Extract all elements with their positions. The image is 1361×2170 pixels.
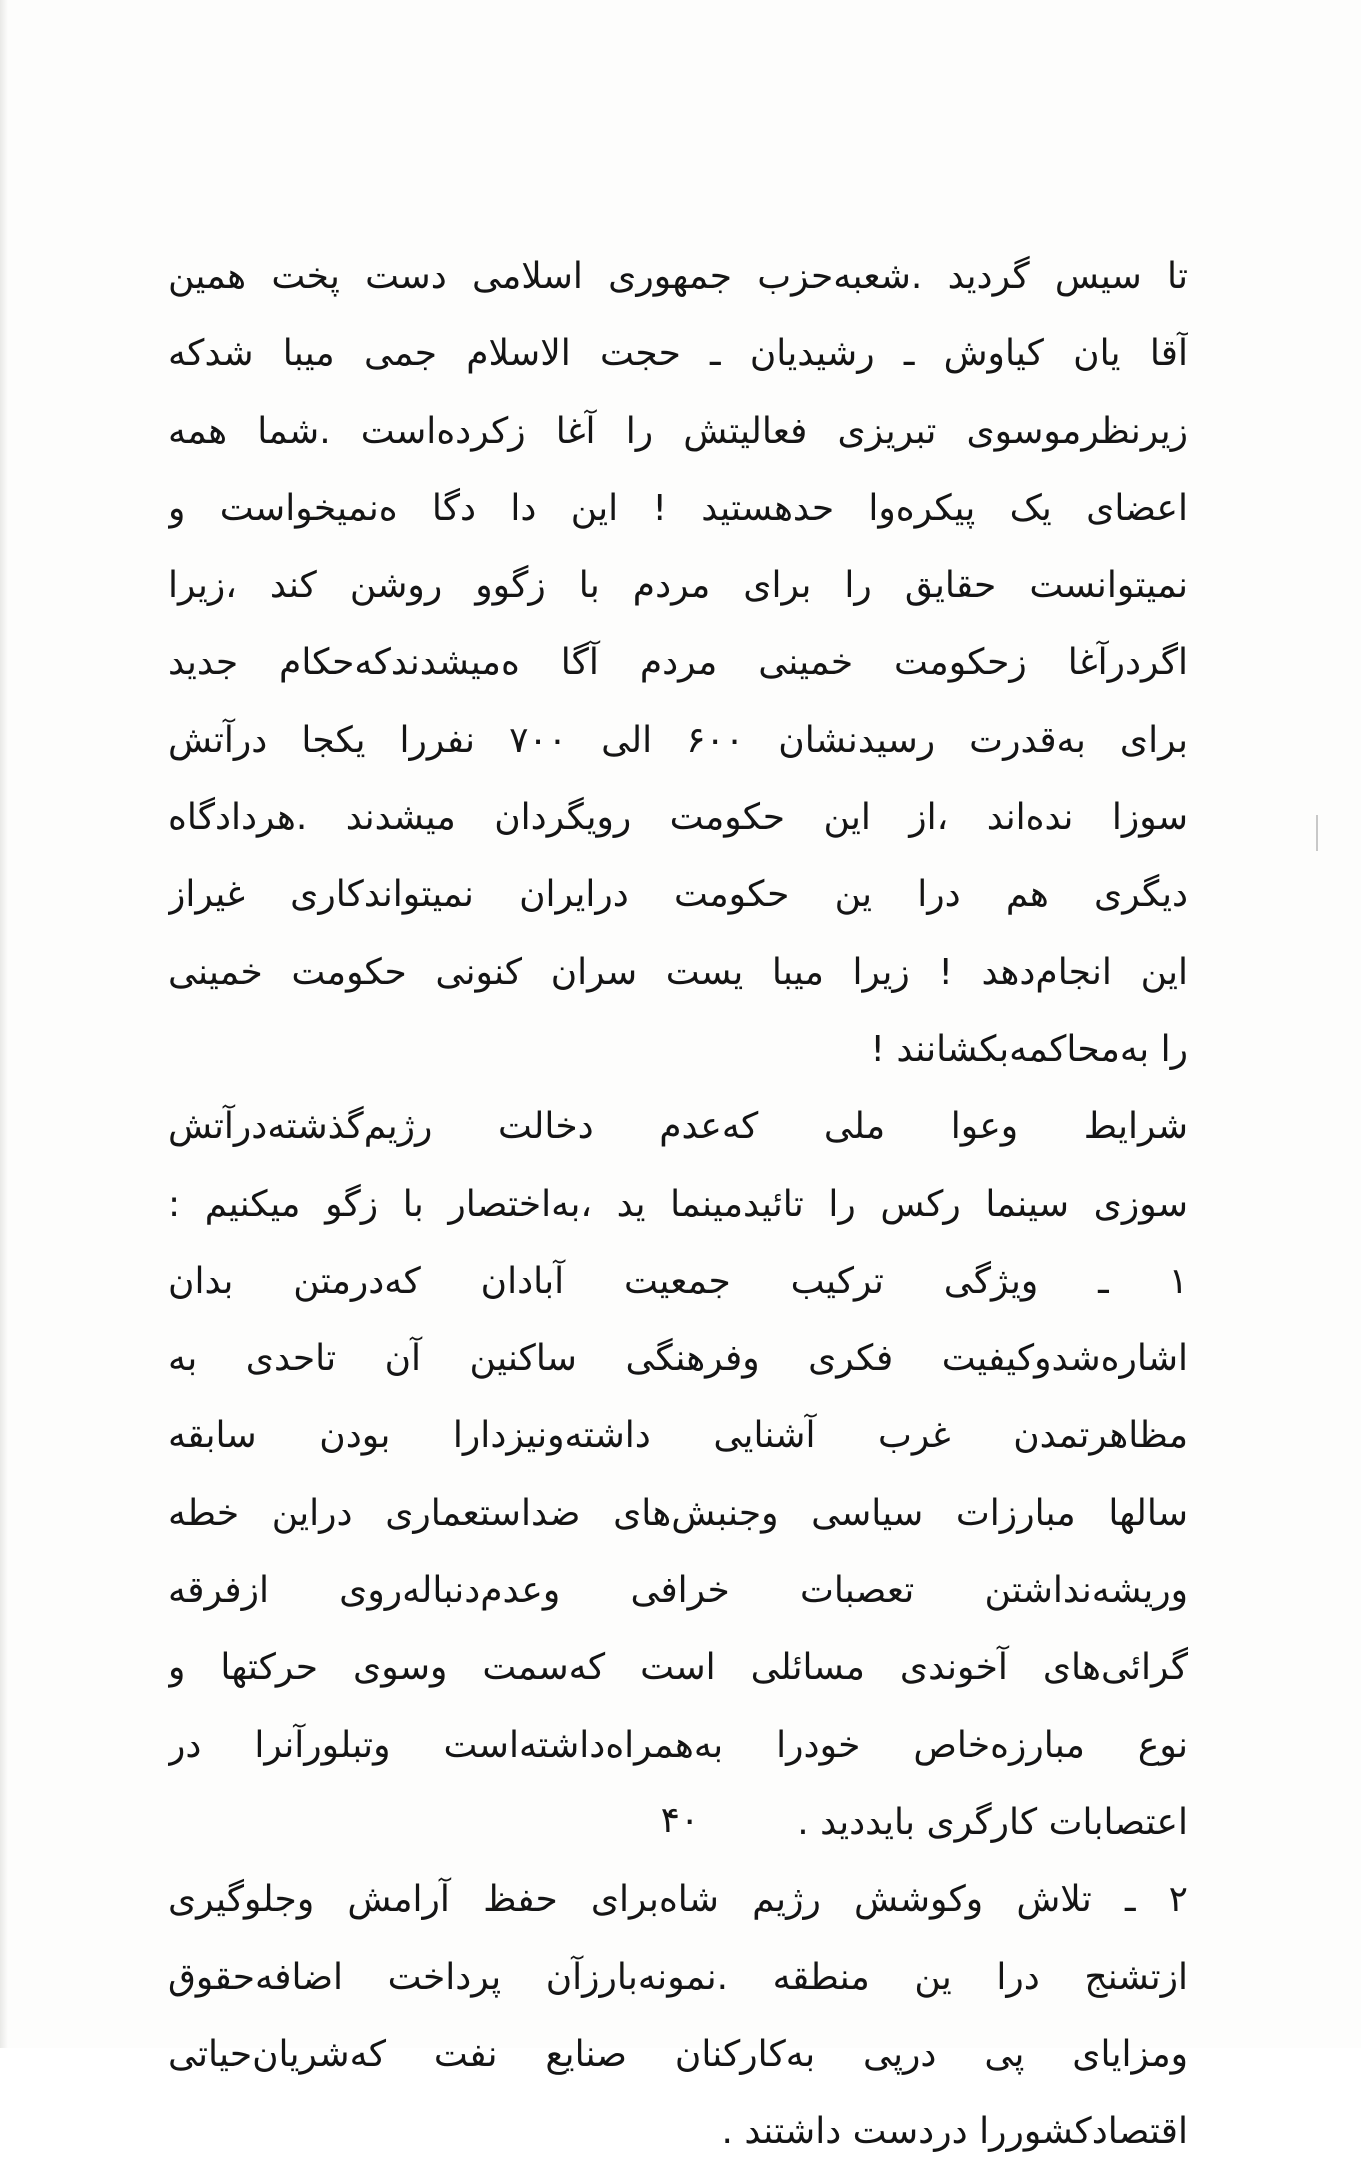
text-line: این انجام‌دهد ! زیرا میبا یست سران کنونی حکومت خمینی [168,951,1188,993]
text-line: ۲ ـ تلاش وکوشش رژیم شاه‌برای حفظ آرامش وجلوگیری [168,1879,1188,1921]
page-edge-shadow [0,0,8,2048]
text-line: سالها مبارزات سیاسی وجنبش‌های ضداستعماری دراین خطه [168,1492,1188,1534]
text-line: اشاره‌شدوکیفیت فکری وفرهنگی ساکنین آن تاحدی به [168,1338,1188,1380]
text-line: سوزی سینما رکس را تائیدمینما ید ،به‌اختصار با زگو میکنیم : [168,1183,1188,1225]
text-line: ۱ ـ ویژگی ترکیب جمعیت آبادان که‌درمتن بدان [168,1260,1188,1302]
text-line: گرائی‌های آخوندی مسائلی است که‌سمت وسوی حرکتها و [168,1647,1188,1689]
text-line: شرایط وعوا ملی که‌عدم دخالت رژیم‌گذشته‌درآتش [168,1106,1188,1148]
text-line: وریشه‌نداشتن تعصبات خرافی وعدم‌دنباله‌روی ازفرقه [168,1570,1188,1612]
text-line: تا سیس گردید .شعبه‌حزب جمهوری اسلامی دست پخت همین [168,256,1188,297]
text-line: دیگری هم درا ین حکومت درایران نمیتواندکاری غیراز [168,874,1188,916]
text-line: سوزا نده‌اند ،از این حکومت رویگردان میشدند .هردادگاه [168,797,1188,839]
page-number: ۴۰ [660,1800,700,1841]
text-line: مظاهرتمدن غرب آشنایی داشته‌ونیزدارا بودن سابقه [168,1415,1188,1457]
text-line: را به‌محاکمه‌بکشانند ! [870,1028,1188,1070]
text-line: ومزایای پی درپی به‌کارکنان صنایع نفت که‌شریان‌حیاتی [168,2033,1188,2075]
text-line: اعضای یک پیکره‌وا حدهستید ! این دا دگا ه‌نمیخواست و [168,487,1188,529]
text-line: نوع مبارزه‌خاص خودرا به‌همراه‌داشته‌است وتبلورآنرا در [168,1724,1188,1766]
text-line: اگردرآغا زحکومت خمینی مردم آگا ه‌میشدندکه‌حکام جدید [168,642,1188,684]
text-line: اقتصادکشوررا دردست داشتند . [721,2111,1188,2153]
text-line: نمیتوانست حقایق را برای مردم با زگوو روشن کند ،زیرا [168,565,1188,607]
body-text [168,238,1188,2170]
text-line: آقا یان کیاوش ـ رشیدیان ـ حجت الاسلام جمی میبا شدکه [168,333,1188,375]
text-line: زیرنظرموسوی تبریزی فعالیتش را آغا زکرده‌است .شما همه [168,410,1188,452]
margin-mark [1316,815,1318,851]
text-line: اعتصابات کارگری بایددید . [797,1801,1188,1843]
text-line: برای به‌قدرت رسیدنشان ۶۰۰ الی ۷۰۰ نفررا یکجا درآتش [168,719,1188,761]
text-line: ازتشنج درا ین منطقه .نمونه‌بارزآن پرداخت اضافه‌حقوق [168,1956,1188,1998]
